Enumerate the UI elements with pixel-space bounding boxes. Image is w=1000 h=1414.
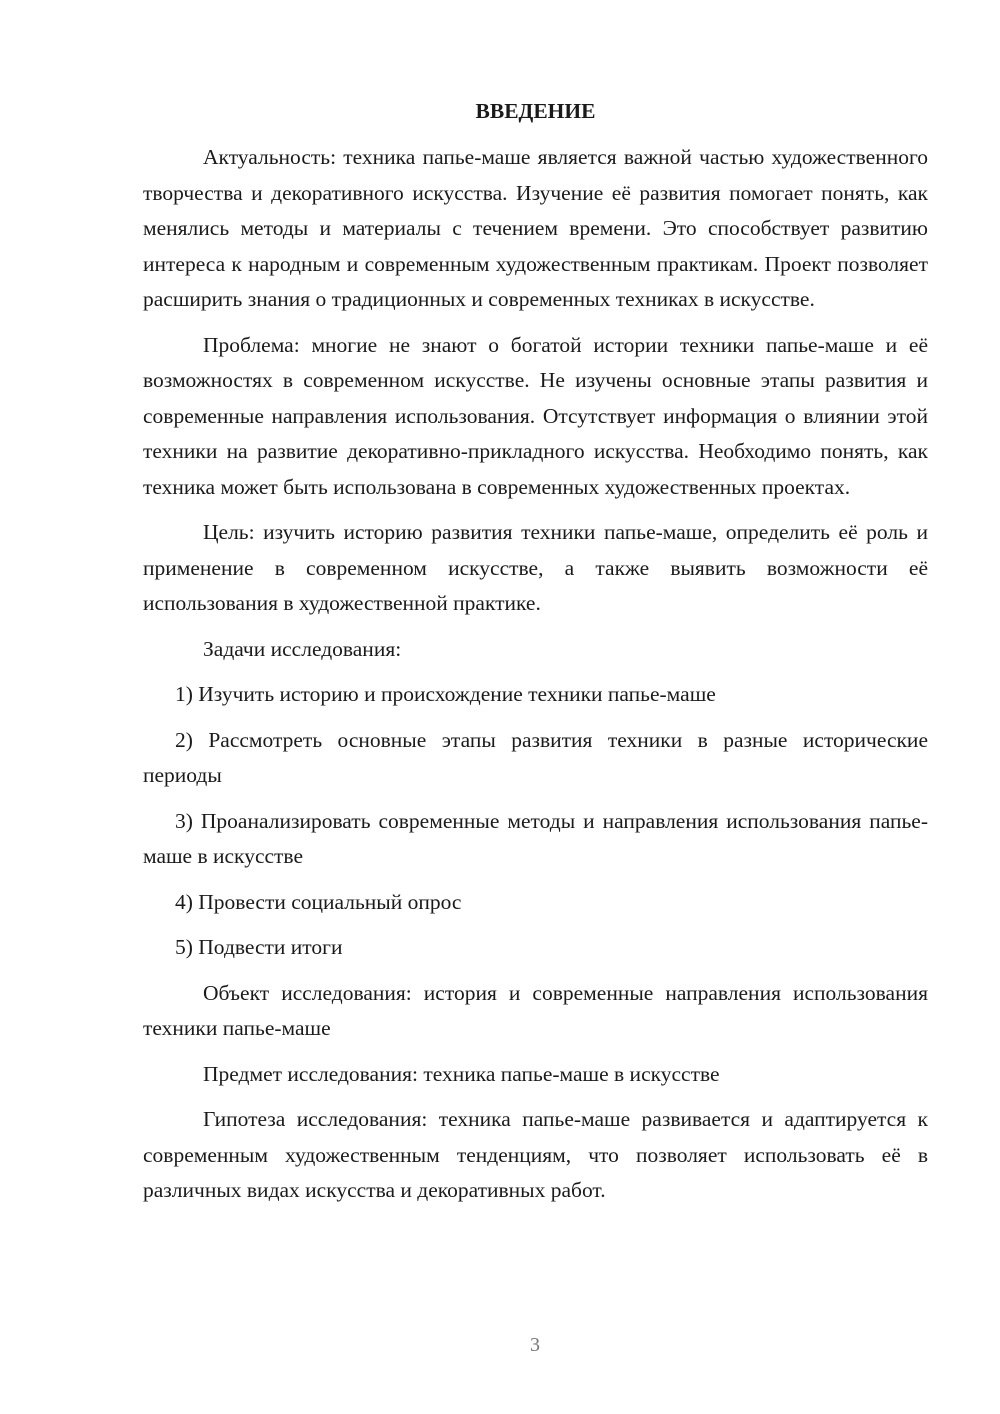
section-title: ВВЕДЕНИЕ [475, 99, 596, 123]
page-content [143, 96, 928, 1209]
paragraph-goal: Цель: изучить историю развития техники папье-маше, определить её роль и применение в современном искусстве, а также выявить возможности её использования в художественной практике. [143, 520, 928, 615]
paragraph-problem: Проблема: многие не знают о богатой истории техники папье-маше и её возможностях в современном искусстве. Не изучены основные этапы развития и современные направления использования. Отсутствует информация о влиянии этой техники на развитие декоративно-прикладного искусства. Необходимо понять, как техника может быть использована в современных художественных проектах. [143, 332, 928, 499]
paragraph-subject: Предмет исследования: техника папье-маше в искусстве [203, 1061, 720, 1086]
task-item-1: 1) Изучить историю и происхождение техники папье-маше [175, 682, 716, 706]
paragraph-hypothesis: Гипотеза исследования: техника папье-маше развивается и адаптируется к современным художественным тенденциям, что позволяет использовать её в различных видах искусства и декоративных работ. [143, 1107, 928, 1202]
task-item-2: 2) Рассмотреть основные этапы развития техники в разные исторические периоды [143, 727, 928, 787]
page-number: 3 [530, 1334, 540, 1356]
paragraph-relevance: Актуальность: техника папье-маше является важной частью художественного творчества и декоративного искусства. Изучение её развития помогает понять, как менялись методы и материалы с течением времени. Это способствует развитию интереса к народным и современным художественным практикам. Проект позволяет расширить знания о традиционных и современных техниках в искусстве. [143, 145, 928, 311]
paragraph-object: Объект исследования: история и современные направления использования техники папье-маше [143, 980, 928, 1040]
task-item-5: 5) Подвести итоги [175, 935, 343, 959]
tasks-heading: Задачи исследования: [203, 636, 402, 661]
task-item-4: 4) Провести социальный опрос [175, 889, 462, 914]
task-item-3: 3) Проанализировать современные методы и направления использования папье-маше в искусстве [143, 808, 928, 868]
